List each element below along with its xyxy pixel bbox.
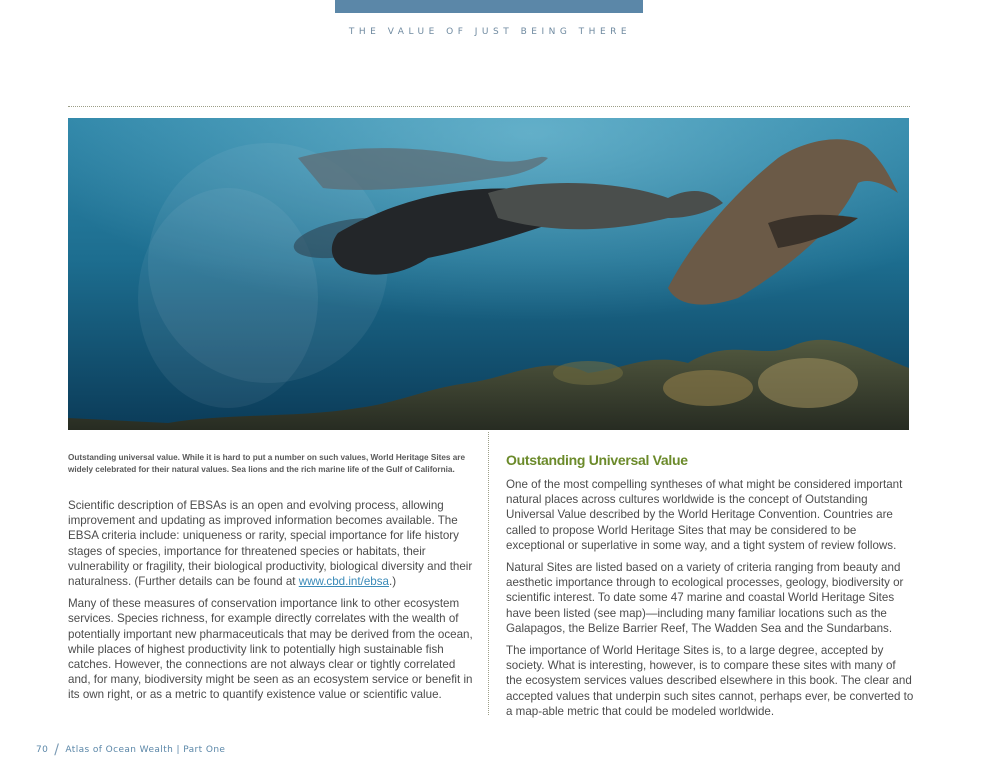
column-divider — [488, 432, 489, 715]
sea-lion-photo — [68, 118, 909, 430]
header-tab-bar — [335, 0, 643, 13]
left-column — [68, 498, 478, 710]
footer-divider: | — [176, 745, 180, 755]
ebsa-link[interactable]: www.cbd.int/ebsa — [298, 575, 389, 589]
section-heading: Outstanding Universal Value — [506, 452, 688, 468]
part-label: Part One — [183, 745, 226, 755]
page-footer — [36, 740, 225, 756]
left-paragraph-1 — [68, 498, 478, 589]
right-paragraph-3: The importance of World Heritage Sites is, to a large degree, accepted by society. What is interesting, however, is to compare these sites with many of the ecosystem services values described elsewhere in this book. The clear and accepted values that underpin such sites cannot, perhaps ever, be converted to a map-able metric that could be modeled worldwide. — [506, 644, 914, 718]
left-p1-text: Scientific description of EBSAs is an open and evolving process, allowing improvement and updating as improved information becomes available. The EBSA criteria include: uniqueness or rarity, special importance for life history stages of species, importance for threatened species or habitats, their vulnerability or fragility, their biological productivity, biological diversity and their naturalness. (Further details can be found at — [68, 499, 473, 589]
book-title: Atlas of Ocean Wealth — [65, 745, 174, 755]
right-paragraph-2: Natural Sites are listed based on a variety of criteria ranging from beauty and aesthetic importance through to ecological processes, geology, biodiversity or scientific interest. To date some 47 marine and coastal World Heritage Sites have been listed (see map)—including many familiar locations such as the Galapagos, the Belize Barrier Reef, The Wadden Sea and the Sundarbans. — [506, 561, 904, 635]
left-paragraph-2: Many of these measures of conservation importance link to other ecosystem services. Species richness, for example directly correlates with the wealth of potentially important new pharmaceuticals that may be derived from the ocean, while places of highest productivity link to potentially high sustainable fish catches. However, the connections are not always clear or tightly correlated and, for many, biodiversity might be seen as an ecosystem service or benefit in its own right, or as a metric to quantify existence value or scientific value. — [68, 597, 473, 702]
footer-slash: / — [54, 742, 60, 758]
figure-caption: Outstanding universal value. While it is hard to put a number on such values, World Heritage Sites are widely celebrated for their natural values. Sea lions and the rich marine life of the Gulf of California. — [68, 453, 466, 474]
running-header: THE VALUE OF JUST BEING THERE — [348, 27, 632, 37]
right-column — [506, 452, 914, 726]
right-paragraph-1: One of the most compelling syntheses of what might be considered important natural places across cultures worldwide is the concept of Outstanding Universal Value described by the World Heritage Convention. Countries are called to propose World Heritage Sites that may be considered to be exceptional or superlative in some way, and a tight system of review follows. — [506, 478, 903, 552]
left-p1-tail: .) — [388, 575, 397, 589]
page-number: 70 — [36, 745, 49, 755]
top-dotted-rule — [68, 106, 910, 107]
